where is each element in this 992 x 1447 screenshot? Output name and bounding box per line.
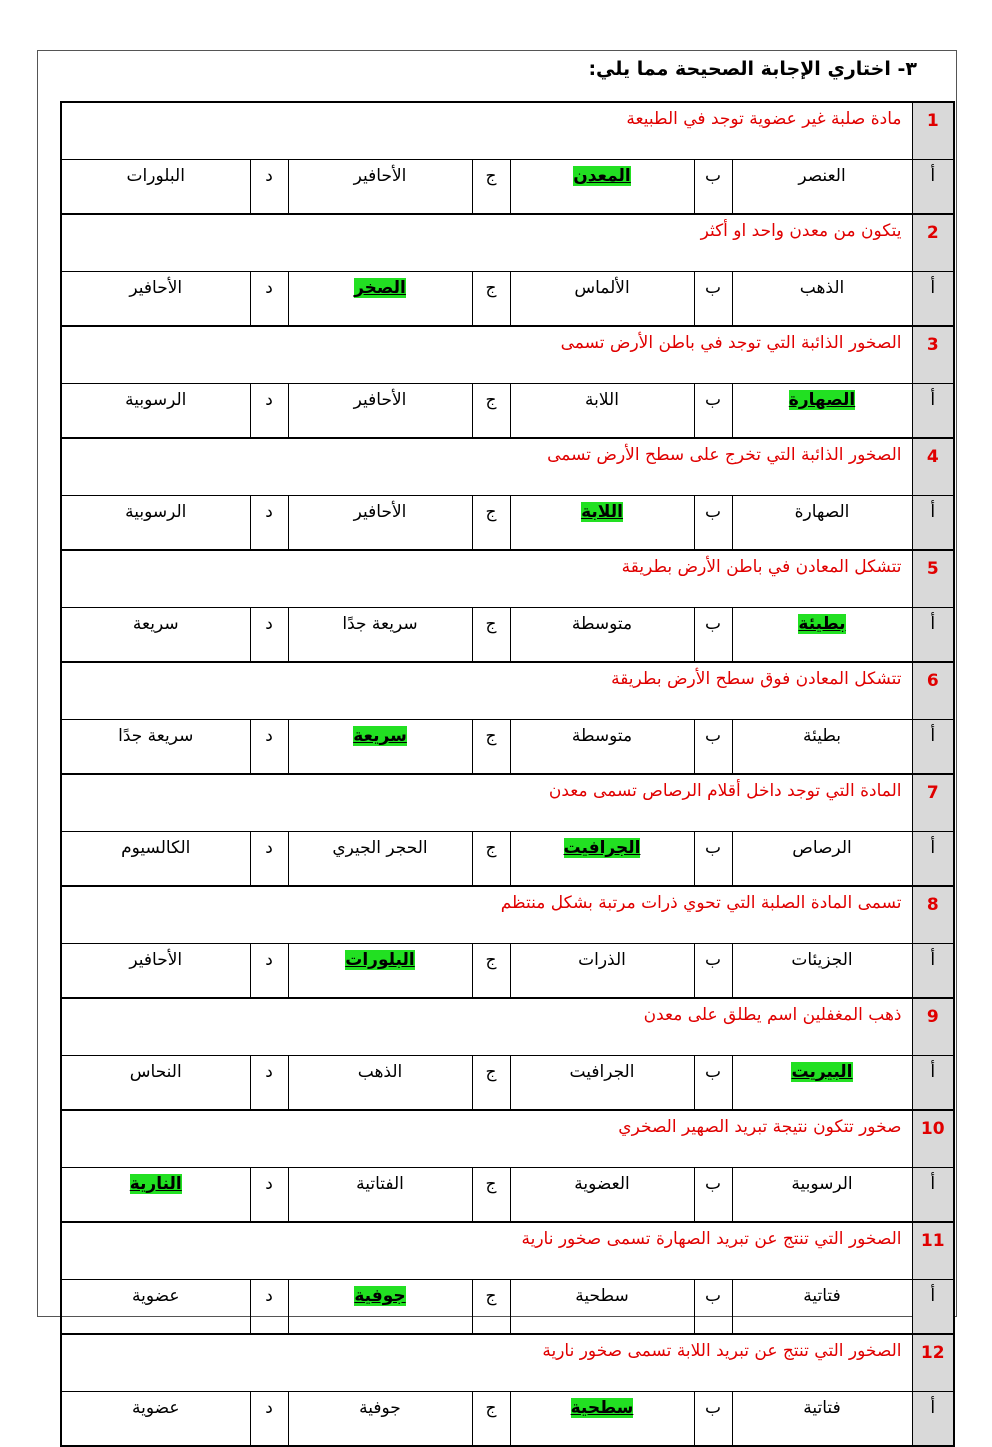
option-text[interactable]: الجرافيت xyxy=(510,1056,694,1111)
correct-answer-highlight: جوفية xyxy=(354,1286,406,1306)
question-row xyxy=(61,774,954,832)
option-letter: د xyxy=(250,720,288,775)
option-text[interactable]: الفتاتية xyxy=(288,1168,472,1223)
option-letter: ج xyxy=(472,384,510,439)
option-letter: ب xyxy=(694,1392,732,1447)
option-letter: ج xyxy=(472,1280,510,1335)
question-text: الصخور التي تنتج عن تبريد اللابة تسمى صخور نارية xyxy=(61,1334,912,1392)
option-text[interactable]: عضوية xyxy=(61,1392,250,1447)
option-text[interactable]: الكالسيوم xyxy=(61,832,250,887)
answer-row xyxy=(61,160,954,215)
option-text[interactable]: الأحافير xyxy=(61,944,250,999)
correct-answer-highlight: اللابة xyxy=(581,502,623,522)
correct-answer-highlight: المعدن xyxy=(573,166,631,186)
option-text[interactable]: فتاتية xyxy=(732,1280,912,1335)
option-text[interactable]: متوسطة xyxy=(510,608,694,663)
question-text: يتكون من معدن واحد او أكثر xyxy=(61,214,912,272)
option-text[interactable]: متوسطة xyxy=(510,720,694,775)
option-letter: ب xyxy=(694,1280,732,1335)
option-text[interactable] xyxy=(732,1056,912,1111)
option-text[interactable] xyxy=(288,1280,472,1335)
question-number: 7 xyxy=(912,774,954,832)
correct-answer-highlight: النارية xyxy=(129,1174,182,1194)
correct-answer-highlight: بطيئة xyxy=(798,614,846,634)
option-letter: ب xyxy=(694,720,732,775)
option-text[interactable]: الأحافير xyxy=(288,160,472,215)
correct-answer-highlight: سطحية xyxy=(570,1398,634,1418)
correct-answer-highlight: سريعة xyxy=(353,726,407,746)
question-row xyxy=(61,214,954,272)
option-text[interactable]: سريعة جدًا xyxy=(61,720,250,775)
option-text[interactable] xyxy=(288,272,472,327)
option-letter: ج xyxy=(472,160,510,215)
option-letter: ج xyxy=(472,608,510,663)
option-text[interactable]: الأحافير xyxy=(288,496,472,551)
answer-row xyxy=(61,944,954,999)
option-letter: ب xyxy=(694,496,732,551)
option-text[interactable] xyxy=(288,720,472,775)
question-text: الصخور التي تنتج عن تبريد الصهارة تسمى صخور نارية xyxy=(61,1222,912,1280)
option-text[interactable]: جوفية xyxy=(288,1392,472,1447)
answer-row xyxy=(61,496,954,551)
option-text[interactable] xyxy=(61,1168,250,1223)
question-row xyxy=(61,326,954,384)
option-text[interactable]: الرسوبية xyxy=(61,384,250,439)
option-letter: أ xyxy=(912,1168,954,1223)
option-letter: د xyxy=(250,272,288,327)
option-text[interactable]: الرسوبية xyxy=(61,496,250,551)
option-text[interactable]: العنصر xyxy=(732,160,912,215)
option-letter: ج xyxy=(472,1056,510,1111)
quiz-table xyxy=(60,101,955,1447)
answer-row xyxy=(61,1280,954,1335)
option-text[interactable]: الرصاص xyxy=(732,832,912,887)
option-letter: أ xyxy=(912,1280,954,1335)
question-number: 3 xyxy=(912,326,954,384)
question-text: تتشكل المعادن في باطن الأرض بطريقة xyxy=(61,550,912,608)
option-letter: أ xyxy=(912,272,954,327)
answer-row xyxy=(61,1056,954,1111)
question-number: 12 xyxy=(912,1334,954,1392)
question-row xyxy=(61,886,954,944)
option-letter: أ xyxy=(912,160,954,215)
option-text[interactable]: الذرات xyxy=(510,944,694,999)
option-letter: أ xyxy=(912,608,954,663)
question-row xyxy=(61,1334,954,1392)
question-row xyxy=(61,1110,954,1168)
option-letter: ج xyxy=(472,1392,510,1447)
option-letter: ج xyxy=(472,496,510,551)
option-letter: ب xyxy=(694,1056,732,1111)
answer-row xyxy=(61,832,954,887)
option-letter: ب xyxy=(694,832,732,887)
option-letter: أ xyxy=(912,384,954,439)
correct-answer-highlight: الصهارة xyxy=(788,390,856,410)
option-text[interactable] xyxy=(288,944,472,999)
section-heading: ٣- اختاري الإجابة الصحيحة مما يلي: xyxy=(588,58,917,80)
option-letter: د xyxy=(250,160,288,215)
option-text[interactable]: البلورات xyxy=(61,160,250,215)
option-letter: د xyxy=(250,1392,288,1447)
question-number: 6 xyxy=(912,662,954,720)
question-number: 11 xyxy=(912,1222,954,1280)
option-text[interactable] xyxy=(732,384,912,439)
question-number: 10 xyxy=(912,1110,954,1168)
option-letter: ب xyxy=(694,384,732,439)
option-letter: د xyxy=(250,384,288,439)
option-letter: د xyxy=(250,944,288,999)
option-text[interactable]: بطيئة xyxy=(732,720,912,775)
option-letter: أ xyxy=(912,1392,954,1447)
question-text: صخور تتكون نتيجة تبريد الصهير الصخري xyxy=(61,1110,912,1168)
option-letter: ج xyxy=(472,944,510,999)
question-text: الصخور الذائبة التي توجد في باطن الأرض تسمى xyxy=(61,326,912,384)
question-text: المادة التي توجد داخل أقلام الرصاص تسمى معدن xyxy=(61,774,912,832)
answer-row xyxy=(61,1392,954,1447)
correct-answer-highlight: الصخر xyxy=(354,278,406,298)
option-letter: د xyxy=(250,1056,288,1111)
question-text: تتشكل المعادن فوق سطح الأرض بطريقة xyxy=(61,662,912,720)
answer-row xyxy=(61,384,954,439)
option-text[interactable]: الحجر الجيري xyxy=(288,832,472,887)
question-text: مادة صلبة غير عضوية توجد في الطبيعة xyxy=(61,102,912,160)
option-letter: د xyxy=(250,1280,288,1335)
option-text[interactable]: الأحافير xyxy=(61,272,250,327)
question-text: الصخور الذائبة التي تخرج على سطح الأرض تسمى xyxy=(61,438,912,496)
option-letter: ب xyxy=(694,160,732,215)
option-letter: د xyxy=(250,832,288,887)
option-letter: ب xyxy=(694,272,732,327)
question-number: 4 xyxy=(912,438,954,496)
option-letter: ب xyxy=(694,608,732,663)
question-number: 2 xyxy=(912,214,954,272)
option-letter: ج xyxy=(472,272,510,327)
question-text: ذهب المغفلين اسم يطلق على معدن xyxy=(61,998,912,1056)
option-text[interactable]: فتاتية xyxy=(732,1392,912,1447)
option-text[interactable] xyxy=(732,608,912,663)
option-text[interactable] xyxy=(510,496,694,551)
option-letter: ج xyxy=(472,1168,510,1223)
option-text[interactable]: عضوية xyxy=(61,1280,250,1335)
question-row xyxy=(61,438,954,496)
correct-answer-highlight: البيريت xyxy=(791,1062,853,1082)
option-text[interactable]: العضوية xyxy=(510,1168,694,1223)
option-letter: ب xyxy=(694,944,732,999)
question-row xyxy=(61,998,954,1056)
option-text[interactable]: اللابة xyxy=(510,384,694,439)
option-letter: أ xyxy=(912,720,954,775)
answer-row xyxy=(61,272,954,327)
answer-row xyxy=(61,1168,954,1223)
option-text[interactable]: الجزيئات xyxy=(732,944,912,999)
option-letter: أ xyxy=(912,1056,954,1111)
option-letter: أ xyxy=(912,496,954,551)
question-number: 9 xyxy=(912,998,954,1056)
question-number: 5 xyxy=(912,550,954,608)
option-text[interactable]: الرسوبية xyxy=(732,1168,912,1223)
option-text[interactable]: سريعة جدًا xyxy=(288,608,472,663)
option-letter: أ xyxy=(912,832,954,887)
question-number: 8 xyxy=(912,886,954,944)
answer-row xyxy=(61,720,954,775)
option-text[interactable]: سطحية xyxy=(510,1280,694,1335)
option-text[interactable]: الصهارة xyxy=(732,496,912,551)
question-row xyxy=(61,662,954,720)
question-row xyxy=(61,550,954,608)
option-text[interactable]: النحاس xyxy=(61,1056,250,1111)
option-text[interactable] xyxy=(510,1392,694,1447)
option-text[interactable]: الذهب xyxy=(288,1056,472,1111)
correct-answer-highlight: البلورات xyxy=(345,950,415,970)
option-letter: د xyxy=(250,1168,288,1223)
option-text[interactable] xyxy=(510,160,694,215)
correct-answer-highlight: الجرافيت xyxy=(563,838,641,858)
option-letter: أ xyxy=(912,944,954,999)
option-letter: ب xyxy=(694,1168,732,1223)
option-text[interactable]: الأحافير xyxy=(288,384,472,439)
question-text: تسمى المادة الصلبة التي تحوي ذرات مرتبة بشكل منتظم xyxy=(61,886,912,944)
option-text[interactable]: الألماس xyxy=(510,272,694,327)
option-letter: د xyxy=(250,496,288,551)
option-text[interactable] xyxy=(510,832,694,887)
question-row xyxy=(61,102,954,160)
answer-row xyxy=(61,608,954,663)
option-letter: ج xyxy=(472,832,510,887)
question-number: 1 xyxy=(912,102,954,160)
question-row xyxy=(61,1222,954,1280)
option-text[interactable]: الذهب xyxy=(732,272,912,327)
option-letter: ج xyxy=(472,720,510,775)
option-text[interactable]: سريعة xyxy=(61,608,250,663)
option-letter: د xyxy=(250,608,288,663)
